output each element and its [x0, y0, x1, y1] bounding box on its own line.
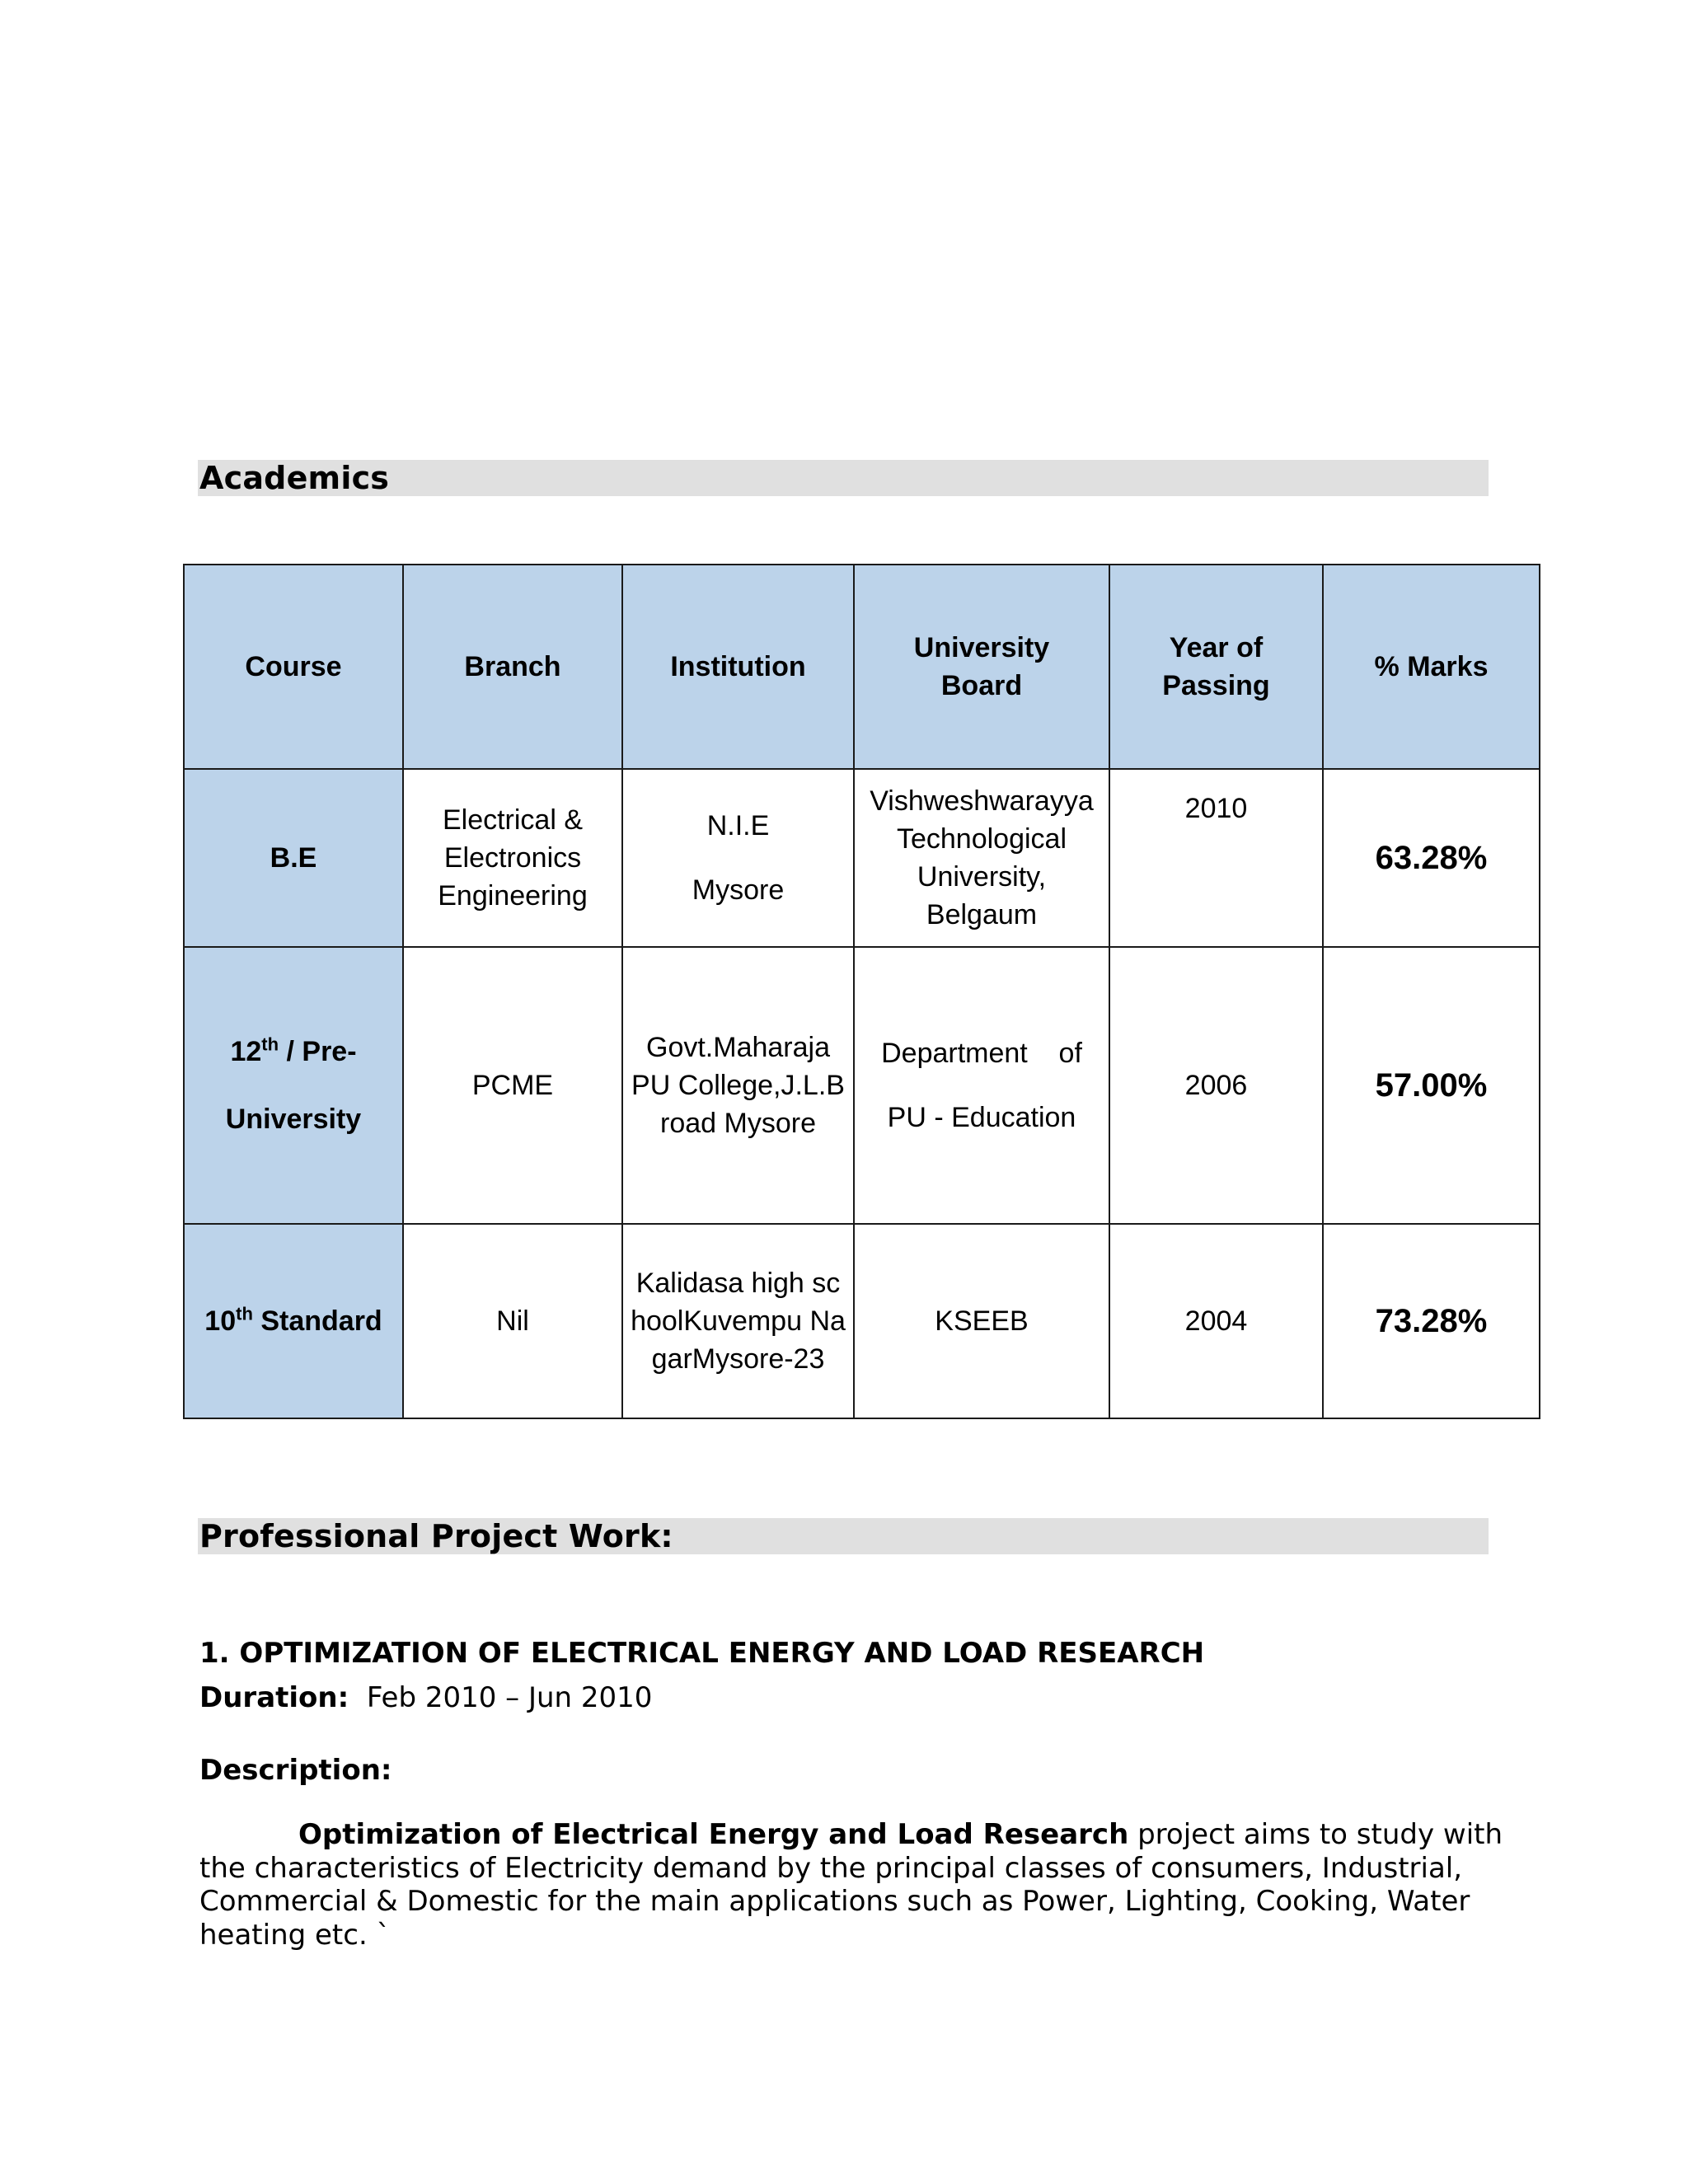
- board-cell: Vishweshwarayya Technological University, Belgaum: [854, 769, 1109, 947]
- course-superscript: th: [236, 1303, 253, 1324]
- institution-cell: [622, 769, 854, 947]
- course-cell: [184, 947, 403, 1224]
- header-marks: % Marks: [1323, 565, 1540, 769]
- institution-cell: Kalidasa high schoolKuvempu NagarMysore-23: [622, 1224, 854, 1418]
- table-row: [184, 947, 1540, 1224]
- header-institution: Institution: [622, 565, 854, 769]
- header-year-of-passing: Year of Passing: [1109, 565, 1323, 769]
- branch-cell: PCME: [403, 947, 622, 1224]
- duration-label: Duration:: [199, 1681, 349, 1714]
- branch-cell: Electrical & Electronics Engineering: [403, 769, 622, 947]
- marks-cell: 57.00%: [1323, 947, 1540, 1224]
- course-number: 10: [204, 1305, 237, 1337]
- marks-cell: 73.28%: [1323, 1224, 1540, 1418]
- description-label: Description:: [199, 1754, 392, 1787]
- course-superscript: th: [261, 1033, 279, 1055]
- course-cell: B.E: [184, 769, 403, 947]
- year-cell: 2006: [1109, 947, 1323, 1224]
- header-university-board: University Board: [854, 565, 1109, 769]
- project-title: 1. OPTIMIZATION OF ELECTRICAL ENERGY AND LOAD RESEARCH: [199, 1637, 1205, 1670]
- table-header-row: [184, 565, 1540, 769]
- marks-cell: 63.28%: [1323, 769, 1540, 947]
- header-course: Course: [184, 565, 403, 769]
- duration-value: Feb 2010 – Jun 2010: [349, 1681, 653, 1714]
- project-duration: [199, 1681, 652, 1714]
- academics-table: [183, 564, 1540, 1419]
- branch-cell: Nil: [403, 1224, 622, 1418]
- institution-line: Mysore: [692, 874, 785, 906]
- course-rest: / Pre-: [279, 1036, 357, 1067]
- board-line: PU - Education: [887, 1102, 1076, 1133]
- board-cell: [854, 947, 1109, 1224]
- course-rest: Standard: [252, 1305, 382, 1337]
- project-description: [199, 1818, 1518, 1952]
- academics-header-bar: [198, 460, 1489, 496]
- course-number: 12: [230, 1036, 262, 1067]
- board-line: Department of: [881, 1038, 1082, 1069]
- table-row: [184, 769, 1540, 947]
- institution-line: N.I.E: [706, 810, 770, 841]
- course-cell: [184, 1224, 403, 1418]
- description-text: project aims to study with the characteristics of Electricity demand by the principal classes of consumers, Industrial, Commercial & Domestic for the main applications such as Power, Lighting, Cooking, Water heating etc. `: [199, 1818, 1503, 1952]
- board-cell: KSEEB: [854, 1224, 1109, 1418]
- year-cell: 2010: [1109, 769, 1323, 947]
- description-bold: Optimization of Electrical Energy and Load Research: [298, 1818, 1129, 1851]
- year-cell: 2004: [1109, 1224, 1323, 1418]
- institution-cell: Govt.Maharaja PU College,J.L.B road Mysore: [622, 947, 854, 1224]
- table-row: [184, 1224, 1540, 1418]
- course-line: University: [225, 1104, 362, 1135]
- header-branch: Branch: [403, 565, 622, 769]
- academics-title: Academics: [199, 460, 390, 496]
- projects-title: Professional Project Work:: [199, 1518, 673, 1554]
